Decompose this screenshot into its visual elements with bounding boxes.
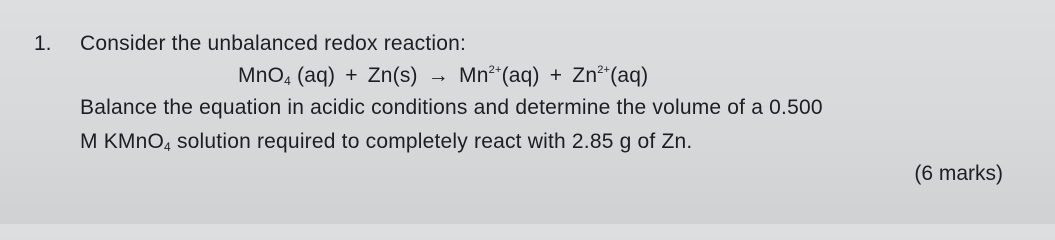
reactant1-subscript: 4 (284, 74, 291, 88)
body-line2-subscript: 4 (164, 140, 171, 154)
product1-formula: Mn (459, 64, 489, 87)
body-line2-suffix: solution required to completely react with 2.85 g of Zn. (176, 130, 693, 153)
plus-sign: + (345, 64, 358, 87)
question-body-line2 (80, 130, 692, 154)
question-body-line1: Balance the equation in acidic conditions and determine the volume of a 0.500 (80, 96, 823, 119)
product1-state: (aq) (501, 64, 540, 87)
reactant1-formula: MnO (238, 64, 285, 87)
redox-equation (238, 64, 648, 88)
product1-charge: 2+ (488, 64, 502, 76)
reaction-arrow: → (427, 64, 449, 87)
question-intro: Consider the unbalanced redox reaction: (80, 32, 467, 55)
reactant2: Zn(s) (367, 64, 418, 87)
product2-charge: 2+ (597, 64, 611, 76)
body-line2-prefix: M KMnO (80, 130, 165, 153)
product2-formula: Zn (572, 64, 598, 87)
marks-label: (6 marks) (914, 162, 1003, 185)
product2-state: (aq) (610, 64, 649, 87)
question-number: 1. (34, 32, 52, 55)
plus-sign-2: + (549, 64, 563, 87)
reactant1-state: (aq) (297, 64, 336, 87)
